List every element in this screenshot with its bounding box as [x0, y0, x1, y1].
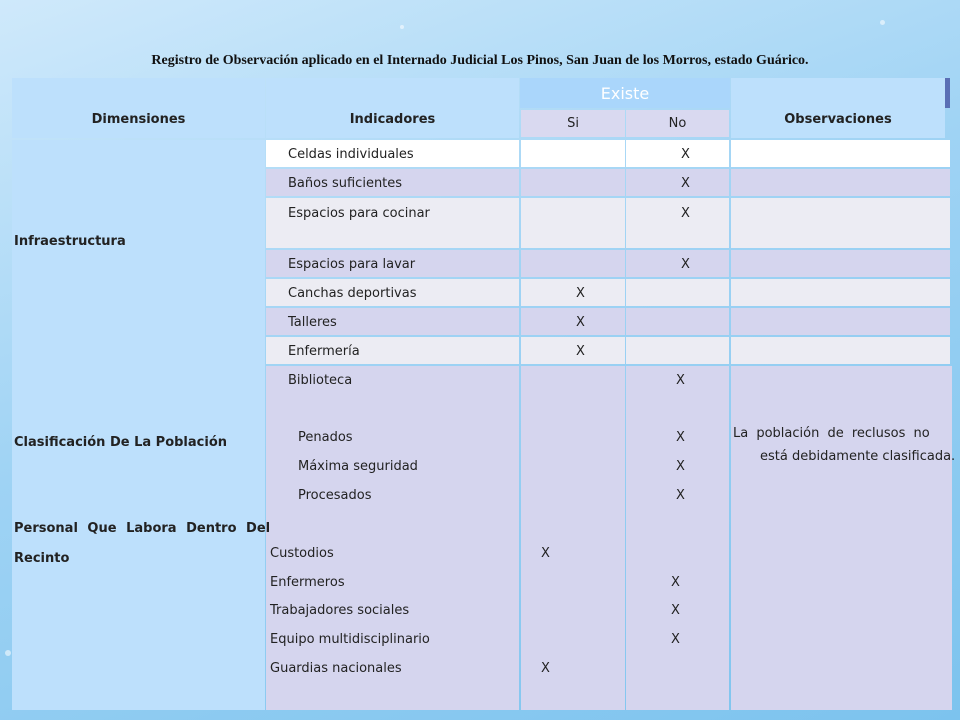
header-observaciones-label: Observaciones — [784, 111, 892, 127]
no-mark: X — [676, 373, 685, 388]
dimension-clasificacion: Clasificación De La Población — [14, 435, 228, 450]
indicador-label: Máxima seguridad — [298, 459, 418, 474]
indicador-label: Baños suficientes — [288, 176, 403, 191]
row-bg — [626, 140, 729, 167]
header-scroll-accent — [945, 78, 950, 108]
observacion-text-line1: La población de reclusos no — [733, 426, 930, 441]
lower-block-no — [626, 366, 729, 710]
row-bg — [521, 140, 625, 167]
lower-block-observaciones — [731, 366, 952, 710]
indicador-label: Canchas deportivas — [288, 286, 417, 301]
row-bg — [521, 337, 625, 364]
row-bg — [521, 250, 625, 277]
indicador-label: Enfermería — [288, 344, 360, 359]
row-bg — [521, 169, 625, 196]
row-bg — [521, 279, 625, 306]
header-dimensiones-label: Dimensiones — [91, 111, 186, 127]
lower-block-indicadores — [266, 366, 519, 710]
indicador-label: Espacios para cocinar — [288, 206, 430, 221]
no-mark: X — [676, 430, 685, 445]
page-title: Registro de Observación aplicado en el Internado Judicial Los Pinos, San Juan de los Morros, estado Guárico. — [151, 53, 809, 68]
no-mark: X — [681, 257, 690, 272]
indicador-label: Espacios para lavar — [288, 257, 416, 272]
row-bg — [731, 337, 950, 364]
indicador-label: Equipo multidisciplinario — [270, 632, 430, 647]
dimensiones-column — [12, 140, 265, 710]
no-mark: X — [671, 603, 680, 618]
row-bg — [731, 279, 950, 306]
no-mark: X — [681, 206, 690, 221]
header-indicadores — [266, 78, 519, 138]
indicador-label: Talleres — [288, 315, 337, 330]
row-bg — [626, 279, 729, 306]
si-mark: X — [576, 286, 585, 301]
no-mark: X — [671, 575, 680, 590]
header-observaciones — [731, 78, 945, 138]
indicador-label: Celdas individuales — [288, 147, 414, 162]
header-existe-label: Existe — [600, 83, 650, 103]
indicador-label: Penados — [298, 430, 353, 445]
indicador-label: Biblioteca — [288, 373, 353, 388]
header-existe — [520, 78, 730, 108]
header-si — [521, 110, 625, 137]
header-dimensiones — [12, 78, 265, 138]
background-sparkle — [880, 20, 885, 25]
row-bg — [731, 169, 950, 196]
indicador-label: Custodios — [270, 546, 334, 561]
row-bg — [626, 337, 729, 364]
row-bg — [626, 169, 729, 196]
row-bg — [731, 308, 950, 335]
row-bg — [731, 250, 950, 277]
background-sparkle — [400, 25, 404, 29]
header-si-label: Si — [567, 116, 579, 131]
row-bg — [626, 198, 729, 248]
row-bg — [731, 140, 950, 167]
no-mark: X — [681, 147, 690, 162]
row-bg — [731, 198, 950, 248]
si-mark: X — [541, 546, 550, 561]
indicador-label: Trabajadores sociales — [270, 603, 410, 618]
no-mark: X — [676, 488, 685, 503]
si-mark: X — [576, 344, 585, 359]
row-bg — [626, 250, 729, 277]
dimension-infraestructura: Infraestructura — [14, 234, 126, 249]
no-mark: X — [676, 459, 685, 474]
indicador-label: Procesados — [298, 488, 372, 503]
si-mark: X — [576, 315, 585, 330]
si-mark: X — [541, 661, 550, 676]
background-sparkle — [5, 650, 11, 656]
lower-block-si — [521, 366, 625, 710]
indicador-label: Enfermeros — [270, 575, 345, 590]
header-no-label: No — [668, 116, 687, 131]
row-bg — [626, 308, 729, 335]
header-no — [626, 110, 729, 137]
dimension-personal-line2: Recinto — [14, 551, 70, 566]
indicador-label: Guardias nacionales — [270, 661, 402, 676]
no-mark: X — [671, 632, 680, 647]
observacion-text-line2: está debidamente clasificada. — [760, 449, 956, 464]
row-bg — [521, 308, 625, 335]
header-indicadores-label: Indicadores — [349, 111, 436, 127]
row-bg — [521, 198, 625, 248]
no-mark: X — [681, 176, 690, 191]
dimension-personal-line1: Personal Que Labora Dentro Del — [14, 521, 271, 536]
